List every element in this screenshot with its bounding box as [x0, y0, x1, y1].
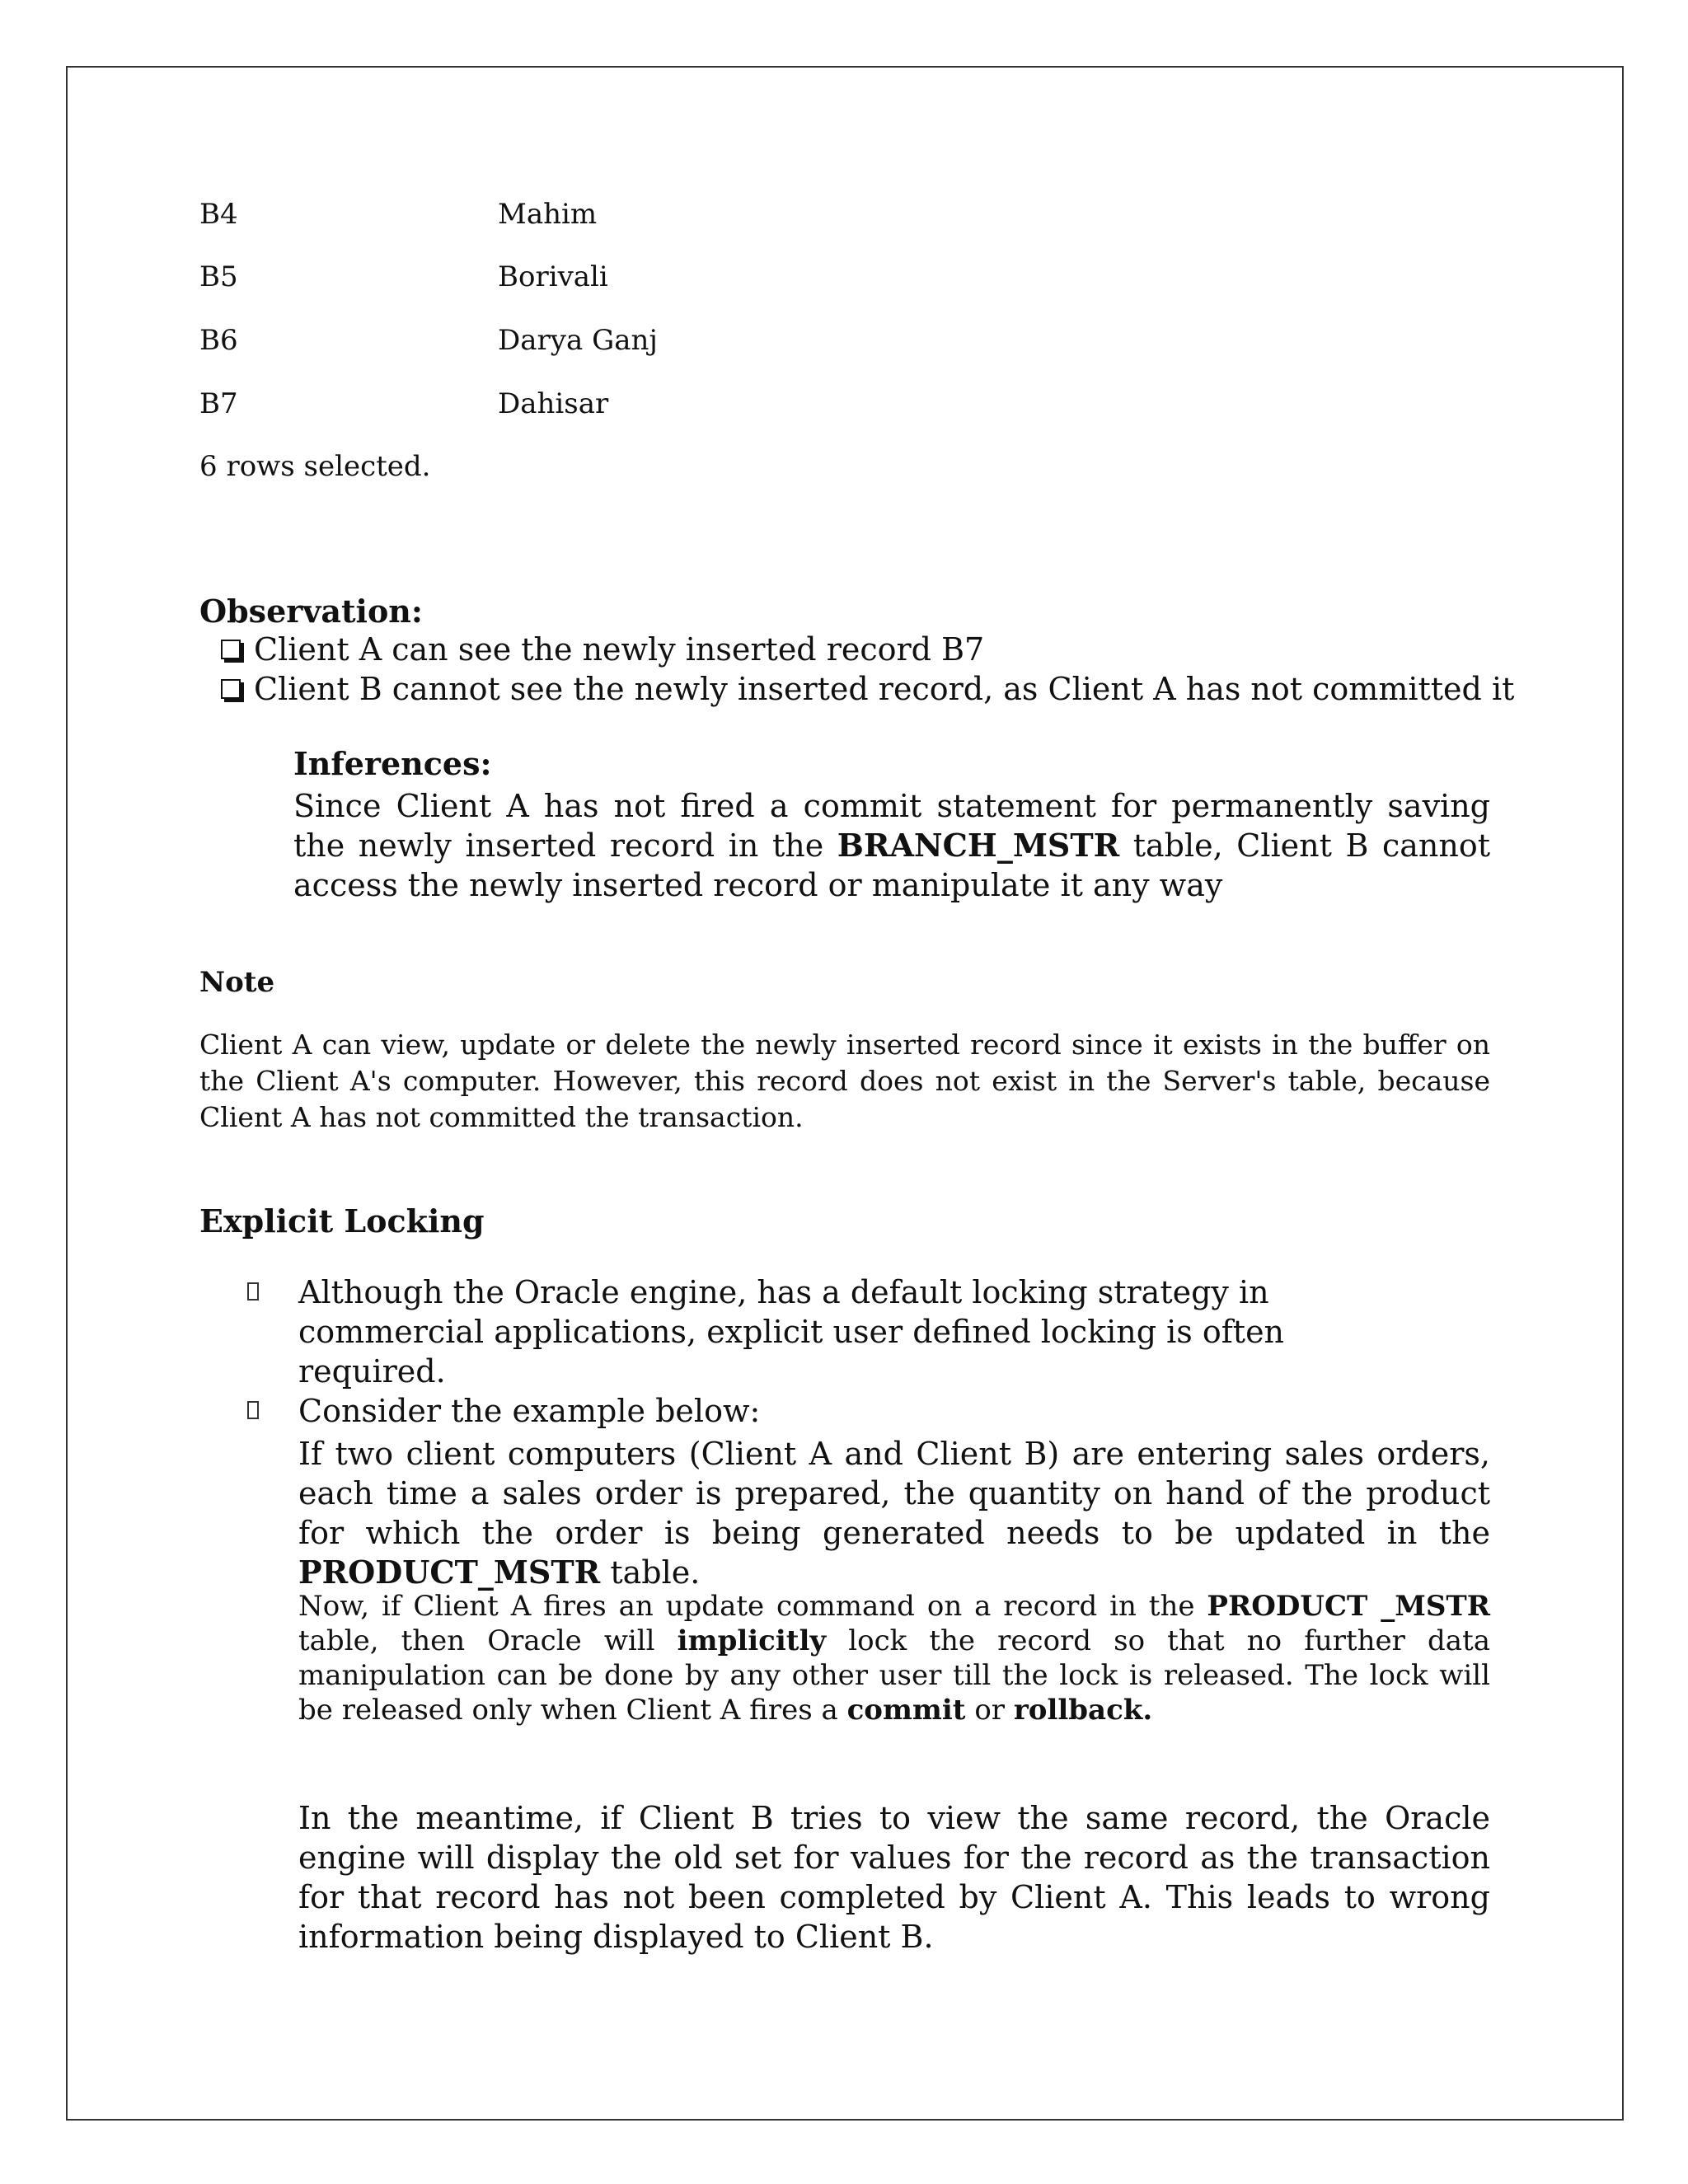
branch-no-cell: B6 — [199, 324, 238, 357]
list-item — [221, 630, 1514, 669]
observation-item-text: Client B cannot see the newly inserted record, as Client A has not committed it — [254, 671, 1515, 707]
checkbox-bullet-icon — [221, 679, 241, 699]
explicit-locking-bullets — [247, 1272, 1401, 1431]
branch-no-cell: B7 — [199, 387, 238, 420]
note-paragraph: Client A can view, update or delete the newly inserted record since it exists in the buffer on the Client A's computer. However, this record does not exist in the Server's table, because Client A has not committed the transaction. — [199, 1029, 1490, 1133]
missing-glyph-bullet-icon — [247, 1401, 259, 1419]
branch-name-cell: Borivali — [498, 260, 608, 293]
branch-no-cell: B5 — [199, 260, 238, 293]
paragraph-text-part: or — [965, 1694, 1014, 1727]
result-row — [199, 198, 597, 231]
branch-name-cell: Mahim — [498, 198, 598, 231]
inferences-heading: Inferences: — [293, 745, 492, 782]
paragraph-text-part: Now, if Client A fires an update command on a record in the — [298, 1590, 1207, 1623]
example-paragraph — [298, 1434, 1490, 1592]
paragraph-text-part: lock the record so that no further data manipulation can be done by any other user till the lock is released. The lock will be released only when Client A fires a — [298, 1624, 1490, 1727]
bullet-text: Although the Oracle engine, has a default locking strategy in commercial applications, explicit user defined locking is often required. — [298, 1274, 1285, 1390]
branch-no-cell: B4 — [199, 198, 238, 231]
observation-item-text: Client A can see the newly inserted record B7 — [254, 631, 985, 668]
rollback-bold: rollback. — [1013, 1694, 1153, 1727]
example-text-part: If two client computers (Client A and Client B) are entering sales orders, each time a sales order is prepared, the quantity on hand of the product for which the order is being generated needs to be updated in the — [298, 1436, 1490, 1551]
result-row — [199, 324, 658, 357]
meantime-paragraph: In the meantime, if Client B tries to view the same record, the Oracle engine will display the old set for values for the record as the transaction for that record has not been completed by Client A. This leads to wrong information being displayed to Client B. — [298, 1800, 1490, 1955]
inferences-text-part: table, Client B cannot access the newly inserted record or manipulate it any way — [293, 827, 1490, 903]
result-row — [199, 387, 608, 420]
list-item — [247, 1272, 1401, 1391]
commit-bold: commit — [846, 1694, 966, 1727]
example-text-part: table. — [600, 1554, 701, 1591]
missing-glyph-bullet-icon — [247, 1282, 259, 1301]
table-name-bold: PRODUCT_MSTR — [298, 1554, 601, 1591]
observation-list — [221, 630, 1514, 709]
table-name-bold: PRODUCT _MSTR — [1207, 1590, 1490, 1623]
branch-name-cell: Dahisar — [498, 387, 609, 420]
implicit-lock-paragraph — [298, 1589, 1490, 1727]
rows-selected-text: 6 rows selected. — [199, 450, 431, 483]
observation-heading: Observation: — [199, 593, 423, 630]
note-heading: Note — [199, 966, 275, 999]
bullet-text: Consider the example below: — [298, 1393, 761, 1429]
list-item — [221, 669, 1514, 709]
branch-name-cell: Darya Ganj — [498, 324, 658, 357]
inferences-text-part: Since Client A has not fired a commit statement for permanently saving the newly inserted record in the — [293, 788, 1490, 864]
list-item — [247, 1391, 1401, 1431]
table-name-bold: BRANCH_MSTR — [837, 827, 1120, 864]
implicitly-bold: implicitly — [677, 1624, 827, 1657]
explicit-locking-heading: Explicit Locking — [199, 1202, 485, 1240]
inferences-paragraph — [293, 786, 1490, 905]
paragraph-text-part: table, then Oracle will — [298, 1624, 678, 1657]
result-row — [199, 260, 608, 293]
checkbox-bullet-icon — [221, 640, 241, 659]
